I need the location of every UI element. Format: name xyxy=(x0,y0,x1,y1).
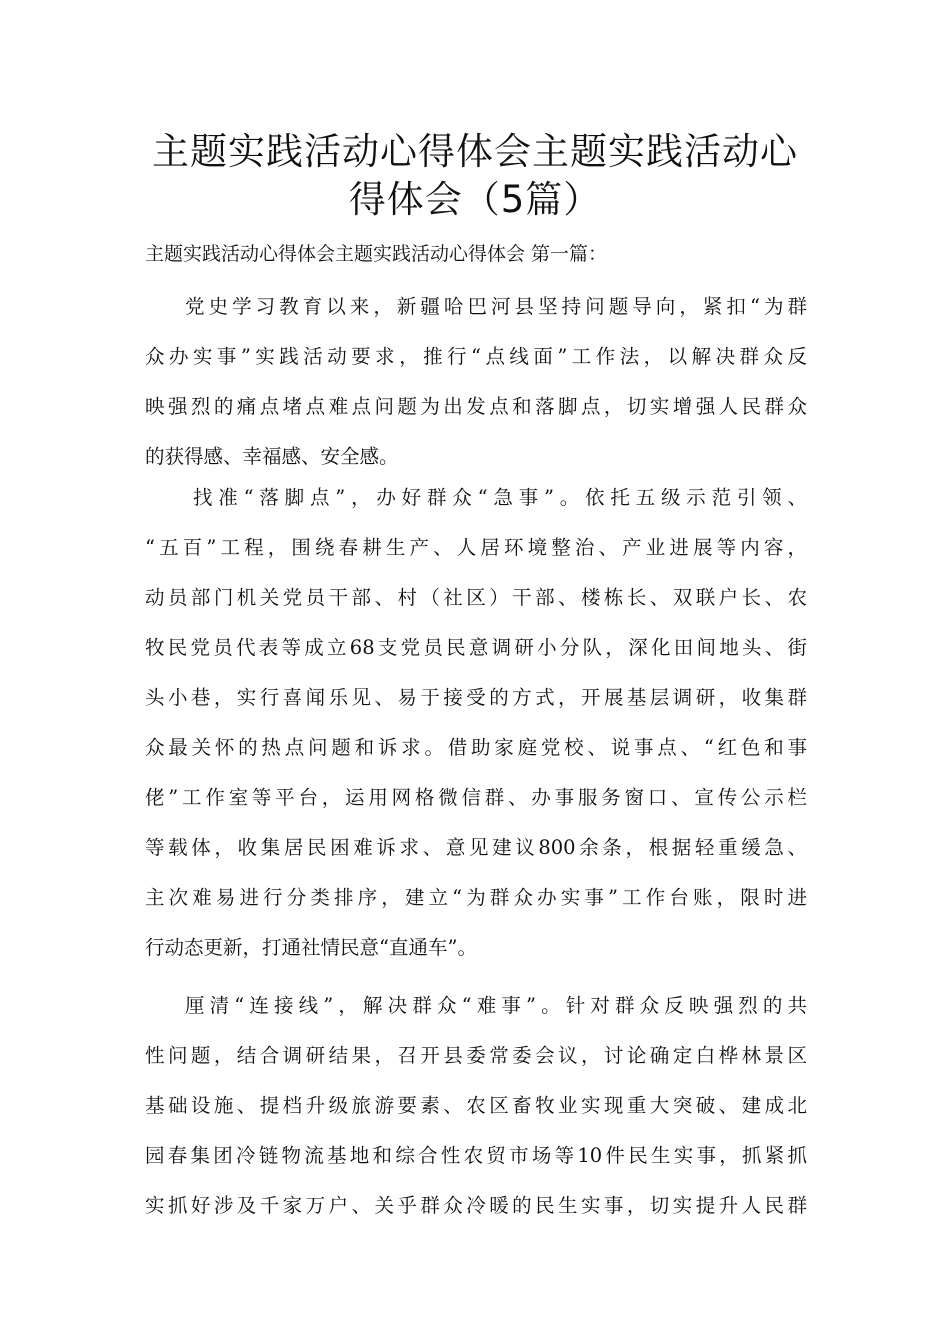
paragraph-line: 主次难易进行分类排序，建立“为群众办实事”工作台账，限时进 xyxy=(145,886,807,909)
paragraph-line: 众办实事”实践活动要求，推行“点线面”工作法，以解决群众反 xyxy=(145,345,807,368)
paragraph-line: 动员部门机关党员干部、村（社区）干部、楼栋长、双联户长、农 xyxy=(145,586,807,609)
paragraph-line: 性问题，结合调研结果，召开县委常委会议，讨论确定白桦林景区 xyxy=(145,1044,807,1067)
paragraph-line: 佬”工作室等平台，运用网格微信群、办事服务窗口、宣传公示栏 xyxy=(145,786,807,809)
title-line-2: 得体会（5篇） xyxy=(348,178,602,221)
paragraph-line: “五百”工程，围绕春耕生产、人居环境整治、产业进展等内容， xyxy=(145,536,807,559)
paragraph-line: 头小巷，实行喜闻乐见、易于接受的方式，开展基层调研，收集群 xyxy=(145,686,807,709)
document-title xyxy=(110,128,840,224)
paragraph-line: 行动态更新，打通社情民意“直通车”。 xyxy=(145,936,477,959)
paragraph-line: 实抓好涉及千家万户、关乎群众冷暖的民生实事，切实提升人民群 xyxy=(145,1194,807,1217)
section-subheading: 主题实践活动心得体会主题实践活动心得体会 第一篇： xyxy=(145,243,608,265)
paragraph-line: 众最关怀的热点问题和诉求。借助家庭党校、说事点、“红色和事 xyxy=(145,736,807,759)
paragraph-line: 园春集团冷链物流基地和综合性农贸市场等10件民生实事，抓紧抓 xyxy=(145,1144,807,1167)
paragraph-line: 找准“落脚点”，办好群众“急事”。依托五级示范引领、 xyxy=(193,486,807,509)
paragraph-line: 厘清“连接线”，解决群众“难事”。针对群众反映强烈的共 xyxy=(185,994,807,1017)
paragraph-line: 党史学习教育以来，新疆哈巴河县坚持问题导向，紧扣“为群 xyxy=(185,295,807,318)
title-line-1: 主题实践活动心得体会主题实践活动心 xyxy=(152,130,798,173)
paragraph-3 xyxy=(145,981,807,1231)
paragraph-line: 基础设施、提档升级旅游要素、农区畜牧业实现重大突破、建成北 xyxy=(145,1094,807,1117)
paragraph-2 xyxy=(145,473,807,973)
paragraph-line: 牧民党员代表等成立68支党员民意调研小分队，深化田间地头、街 xyxy=(145,636,807,659)
paragraph-line: 的获得感、幸福感、安全感。 xyxy=(145,445,399,468)
paragraph-1 xyxy=(145,282,807,482)
paragraph-line: 映强烈的痛点堵点难点问题为出发点和落脚点，切实增强人民群众 xyxy=(145,395,807,418)
paragraph-line: 等载体，收集居民困难诉求、意见建议800余条，根据轻重缓急、 xyxy=(145,836,807,859)
